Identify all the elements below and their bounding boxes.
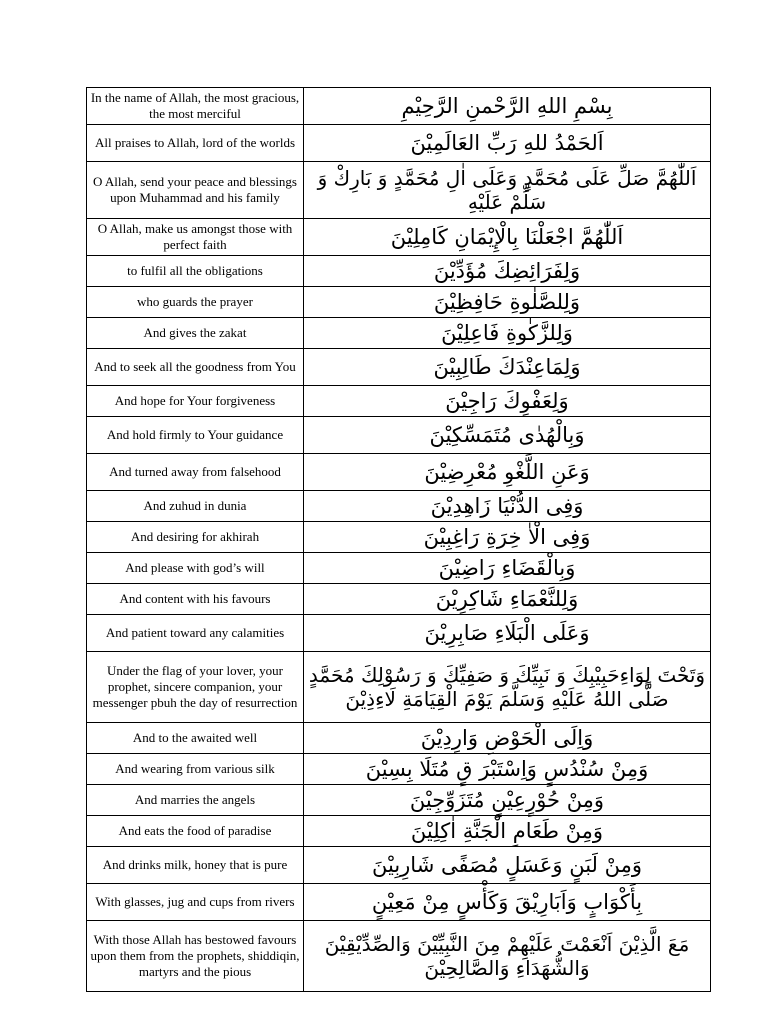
table-row <box>87 417 711 454</box>
table-row <box>87 785 711 816</box>
english-cell: And wearing from various silk <box>87 754 304 785</box>
arabic-cell: وَلِلزَّكٰوةِ فَاعِلِيْنَ <box>304 318 711 349</box>
table-row <box>87 349 711 386</box>
english-cell: And marries the angels <box>87 785 304 816</box>
english-cell: And content with his favours <box>87 584 304 615</box>
table-row <box>87 553 711 584</box>
english-cell: And eats the food of paradise <box>87 816 304 847</box>
arabic-cell: وَمِنْ سُنْدُسٍ وَاِسْتَبْرَ قٍ مُتَلَا بِسِيْنَ <box>304 754 711 785</box>
arabic-cell: اَللّٰهُمَّ صَلِّ عَلَى مُحَمَّدٍ وَعَلَى اٰلِ مُحَمَّدٍ وَ بَارِكْ وَ سَلِّمْ عَلَيْهِ <box>304 162 711 219</box>
table-row <box>87 454 711 491</box>
english-cell: With those Allah has bestowed favours upon them from the prophets, shiddiqin, martyrs and the pious <box>87 921 304 992</box>
english-cell: O Allah, make us amongst those with perfect faith <box>87 219 304 256</box>
arabic-cell: وَلِعَفْوِكَ رَاجِيْنَ <box>304 386 711 417</box>
arabic-cell: بِسْمِ اللهِ الرَّحْمنِ الرَّحِيْمِ <box>304 88 711 125</box>
english-cell: And to the awaited well <box>87 723 304 754</box>
table-row <box>87 318 711 349</box>
arabic-cell: مَعَ الَّذِيْنَ اَنْعَمْتَ عَلَيْهِمْ مِنَ النَّبِيِّيْنَ وَالصِّدِّيْقِيْنَ وَالشُّهَدَاءِ وَالصَّالِحِيْنَ <box>304 921 711 992</box>
table-row <box>87 125 711 162</box>
english-cell: And patient toward any calamities <box>87 615 304 652</box>
arabic-cell: وَعَلَى الْبَلَاءِ صَابِرِيْنَ <box>304 615 711 652</box>
arabic-cell: وَلِفَرَائِضِكَ مُؤَدِّيْنَ <box>304 256 711 287</box>
table-row <box>87 386 711 417</box>
arabic-cell: وَمِنْ حُوْرٍعِيْنٍ مُتَزَوِّجِيْنَ <box>304 785 711 816</box>
english-cell: to fulfil all the obligations <box>87 256 304 287</box>
table-row <box>87 522 711 553</box>
arabic-cell: وَفِى الْاٰ خِرَةِ رَاغِبِيْنَ <box>304 522 711 553</box>
arabic-cell: وَلِلصَّلٰوةِ حَافِظِيْنَ <box>304 287 711 318</box>
table-row <box>87 584 711 615</box>
arabic-cell: وَفِى الدُّنْيَا زَاهِدِيْنَ <box>304 491 711 522</box>
table-row <box>87 921 711 992</box>
english-cell: All praises to Allah, lord of the worlds <box>87 125 304 162</box>
table-row <box>87 754 711 785</box>
arabic-cell: وَبِالْهُدٰى مُتَمَسِّكِيْنَ <box>304 417 711 454</box>
arabic-cell: وَلِلنَّعْمَاءِ شَاكِرِيْنَ <box>304 584 711 615</box>
english-cell: And turned away from falsehood <box>87 454 304 491</box>
arabic-cell: وَاِلَى الْحَوْضِ وَارِدِيْنَ <box>304 723 711 754</box>
table-row <box>87 884 711 921</box>
english-cell: And desiring for akhirah <box>87 522 304 553</box>
english-cell: O Allah, send your peace and blessings upon Muhammad and his family <box>87 162 304 219</box>
arabic-cell: وَعَنِ اللَّغْوِ مُعْرِضِيْنَ <box>304 454 711 491</box>
arabic-cell: بِأَكْوَابٍ وَاَبَارِيْقَ وَكَأْسٍ مِنْ مَعِيْنٍ <box>304 884 711 921</box>
prayer-translation-table <box>86 87 711 992</box>
english-cell: And gives the zakat <box>87 318 304 349</box>
arabic-cell: وَتَحْتَ لِوَاءِحَبِيْبِكَ وَ نَبِيِّكَ وَ صَفِيِّكَ وَ رَسُوْلِكَ مُحَمَّدٍ صَلَّى اللهُ عَلَيْهِ وَسَلَّمَ يَوْمَ الْقِيَامَةِ لَاءِذِيْنَ <box>304 652 711 723</box>
arabic-cell: وَمِنْ طَعَامِ الْجَنَّةِ اٰكِلِيْنَ <box>304 816 711 847</box>
table-row <box>87 847 711 884</box>
arabic-cell: اَللّٰهُمَّ اجْعَلْنَا بِالْإِيْمَانِ كَامِلِيْنَ <box>304 219 711 256</box>
table-row <box>87 723 711 754</box>
english-cell: who guards the prayer <box>87 287 304 318</box>
table-row <box>87 491 711 522</box>
arabic-cell: وَلِمَاعِنْدَكَ طَالِبِيْنَ <box>304 349 711 386</box>
table-row <box>87 615 711 652</box>
table-row <box>87 162 711 219</box>
english-cell: And drinks milk, honey that is pure <box>87 847 304 884</box>
table-row <box>87 88 711 125</box>
english-cell: And hope for Your forgiveness <box>87 386 304 417</box>
arabic-cell: وَبِالْقَضَاءِ رَاضِيْنَ <box>304 553 711 584</box>
table-row <box>87 652 711 723</box>
arabic-cell: اَلحَمْدُ للهِ رَبِّ العَالَمِيْنَ <box>304 125 711 162</box>
english-cell: With glasses, jug and cups from rivers <box>87 884 304 921</box>
table-row <box>87 816 711 847</box>
english-cell: And to seek all the goodness from You <box>87 349 304 386</box>
english-cell: Under the flag of your lover, your prophet, sincere companion, your messenger pbuh the day of resurrection <box>87 652 304 723</box>
table-row <box>87 287 711 318</box>
english-cell: In the name of Allah, the most gracious, the most merciful <box>87 88 304 125</box>
english-cell: And hold firmly to Your guidance <box>87 417 304 454</box>
arabic-cell: وَمِنْ لَبَنٍ وَعَسَلٍ مُصَفًى شَارِبِيْنَ <box>304 847 711 884</box>
english-cell: And please with god’s will <box>87 553 304 584</box>
table-row <box>87 256 711 287</box>
table-row <box>87 219 711 256</box>
english-cell: And zuhud in dunia <box>87 491 304 522</box>
